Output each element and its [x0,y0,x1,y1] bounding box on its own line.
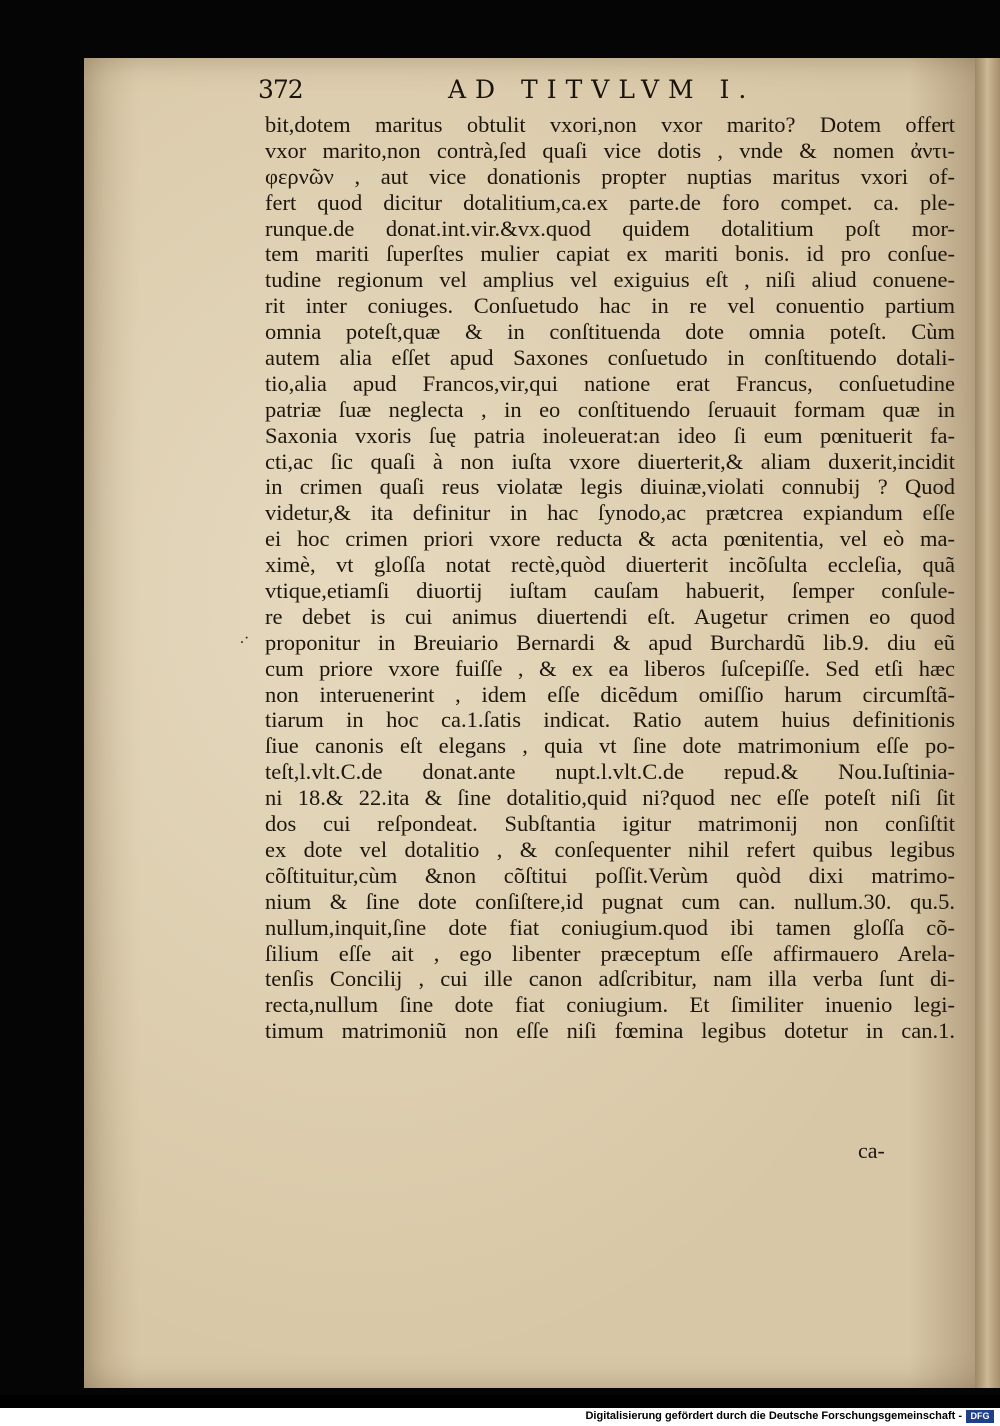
text-line: timum matrimoniũ non eſſe niſi fœmina legibus dotetur in can.1. [265,1018,955,1044]
text-line: recta,nullum ſine dote fiat coniugium. Et ſimiliter inuenio legi- [265,992,955,1018]
text-line: vxor marito,non contrà,ſed quaſi vice dotis , vnde & nomen ἀντι- [265,137,955,163]
text-line: in crimen quaſi reus violatæ legis diuinæ,violati connubij ? Quod [265,474,955,500]
text-line: autem alia eſſet apud Saxones conſuetudo in conſtituendo dotali- [265,345,955,371]
text-line: videtur,& ita definitur in hac ſynodo,ac prætcrea expiandum eſſe [265,500,955,526]
text-line: ei hoc crimen priori vxore reducta & acta pœnitentia, vel eò ma- [265,526,955,552]
text-line: cti,ac ſic quaſi à non iuſta vxore diuerterit,& aliam duxerit,incidit [265,448,955,474]
text-line: ximè, vt gloſſa notat rectè,quòd diuerterit incõſulta eccleſia, quã [265,552,955,578]
text-line: cõſtituitur,cùm &non cõſtitui poſſit.Verùm quòd dixi matrimo- [265,862,955,888]
text-line: vtique,etiamſi diuortij iuſtam cauſam habuerit, ſemper conſule- [265,578,955,604]
page-edge [975,58,1000,1388]
text-line: proponitur in Breuiario Bernardi & apud Burchardũ lib.9. diu eũ [265,629,955,655]
funding-credit: Digitalisierung gefördert durch die Deutsche Forschungsgemeinschaft - [585,1410,962,1422]
text-line: fert quod dicitur dotalitium,ca.ex parte.de foro compet. ca. ple- [265,189,955,215]
page-number: 372 [258,75,303,104]
text-line: dos cui reſpondeat. Subſtantia igitur matrimonij non conſiſtit [265,811,955,837]
text-line: ni 18.& 22.ita & ſine dotalitio,quid ni?quod nec eſſe poteſt niſi ſit [265,785,955,811]
text-line: rit inter coniuges. Conſuetudo hac in re vel conuentio partium [265,293,955,319]
catchword: ca- [858,1138,885,1163]
page-header [258,75,958,105]
text-line: teſt,l.vlt.C.de donat.ante nupt.l.vlt.C.de repud.& Nou.Iuſtinia- [265,759,955,785]
text-line: tio,alia apud Francos,vir,qui natione erat Francus, conſuetudine [265,370,955,396]
text-line: re debet is cui animus diuertendi eſt. Augetur crimen eo quod [265,603,955,629]
text-line: patriæ ſuæ neglecta , in eo conſtituendo ſeruauit formam quæ in [265,396,955,422]
text-line: bit,dotem maritus obtulit vxori,non vxor marito? Dotem offert [265,112,955,137]
dfg-logo: DFG [966,1410,994,1423]
text-line: Saxonia vxoris ſuę patria inoleuerat:an ideo ſi eum pœnituerit fa- [265,422,955,448]
text-line: tem mariti ſuperſtes mulier capiat ex mariti bonis. id pro conſue- [265,241,955,267]
body-text [265,112,955,1044]
text-line: nium & ſine dote conſiſtere,id pugnat cum can. nullum.30. qu.5. [265,888,955,914]
text-line: tenſis Concilij , cui ille canon adſcribitur, nam illa verba ſunt di- [265,966,955,992]
text-line: tudine regionum vel amplius vel exiguius eſt , niſi aliud conuene- [265,267,955,293]
text-line: ex dote vel dotalitio , & conſequenter nihil refert quibus legibus [265,836,955,862]
text-line: runque.de donat.int.vir.&vx.quod quidem dotalitium poſt mor- [265,215,955,241]
text-line: tiarum in hoc ca.1.ſatis indicat. Ratio autem huius definitionis [265,707,955,733]
text-line: cum priore vxore fuiſſe , & ex ea liberos ſuſcepiſſe. Sed etſi hæc [265,655,955,681]
margin-annotation-mark: .· [240,630,250,647]
text-line: ſilium eſſe ait , ego libenter præceptum eſſe affirmauero Arela- [265,940,955,966]
text-line: omnia poteſt,quæ & in conſtituenda dote omnia poteſt. Cùm [265,319,955,345]
text-line: φερνῶν , aut vice donationis propter nuptias maritus vxori of- [265,163,955,189]
text-line: non interuenerint , idem eſſe dicẽdum omiſſio harum circumſtã- [265,681,955,707]
text-line: nullum,inquit,ſine dote fiat coniugium.quod ibi tamen gloſſa cõ- [265,914,955,940]
text-line: ſiue canonis eſt elegans , quia vt ſine dote matrimonium eſſe po- [265,733,955,759]
running-title: AD TITVLVM I. [448,75,756,104]
